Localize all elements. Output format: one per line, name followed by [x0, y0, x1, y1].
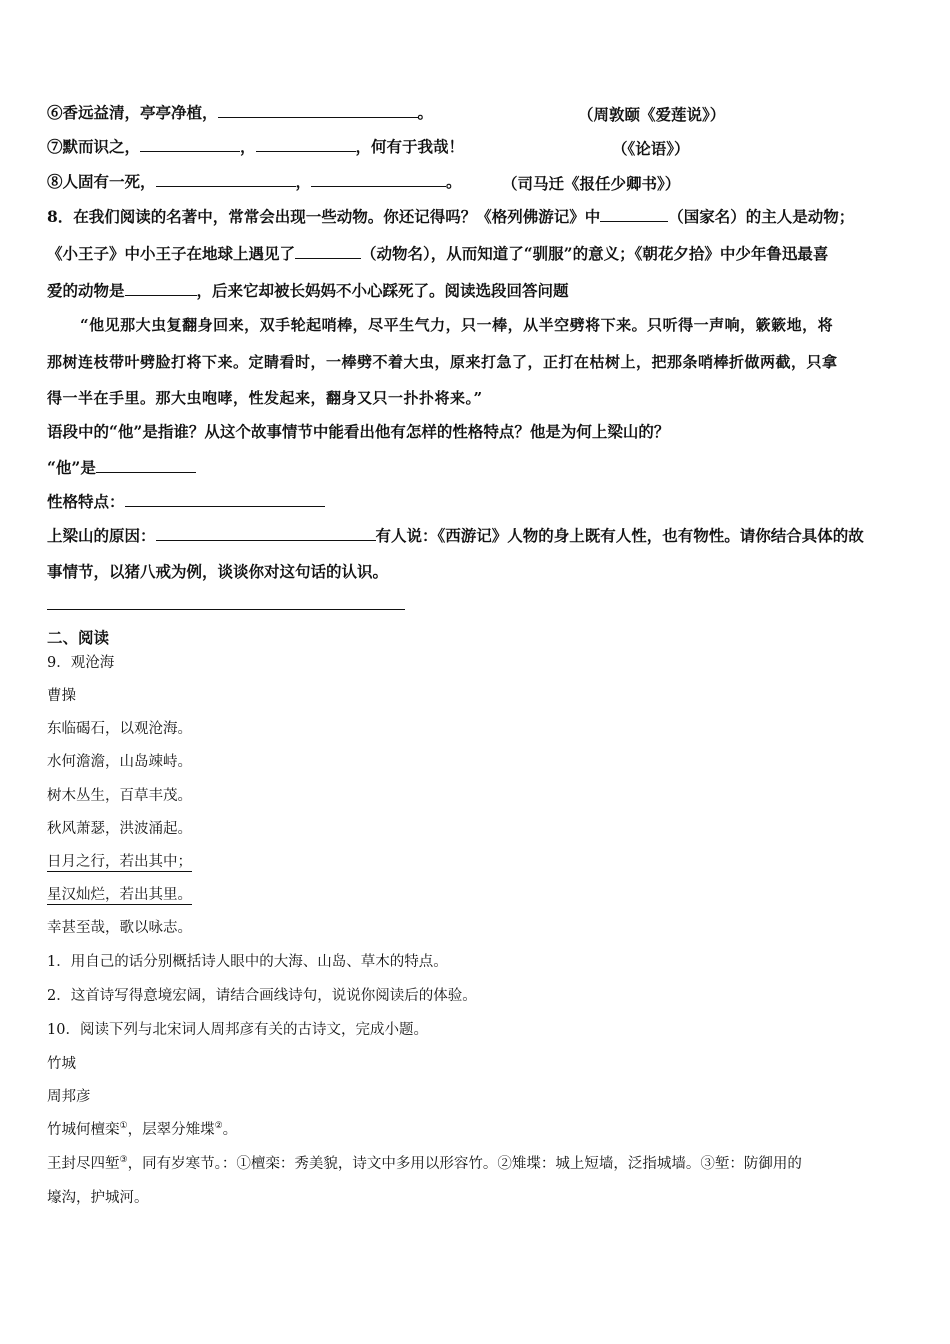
poem-line-underlined: 日月之行，若出其中； [47, 854, 192, 870]
trait-line: 性格特点： [47, 492, 325, 512]
q8-line-1: 8．在我们阅读的名著中，常常会出现一些动物。你还记得吗？《格列佛游记》中 （国家名）的主人是动物； [47, 207, 855, 226]
section-heading: 二、阅读 [47, 628, 110, 647]
q9-author: 曹操 [47, 688, 76, 704]
q10-poem-line-1: 竹城何檀栾①，层翠分雉堞②。 [47, 1121, 238, 1138]
answer-blank[interactable] [218, 103, 418, 118]
poem-line: 东临碣石，以观沧海。 [47, 721, 192, 737]
q8-continuation: 事情节，以猪八戒为例，谈谈你对这句话的认识。 [47, 562, 389, 581]
excerpt-line-3: 得一半在手里。那大虫咆哮，性发起来，翻身又只一扑扑将来。” [47, 389, 483, 407]
poem-line: 秋风萧瑟，洪波涌起。 [47, 821, 192, 837]
q10-notes-continuation: 壕沟，护城河。 [47, 1190, 149, 1206]
source-8: （司马迁《报任少卿书》） [502, 174, 681, 193]
excerpt-line-2: 那树连枝带叶劈脸打将下来。定睛看时，一棒劈不着大虫，原来打急了，正打在枯树上，把那条哨棒折做两截，只拿 [47, 353, 838, 371]
answer-blank[interactable] [256, 137, 356, 152]
q8-question: 语段中的“他”是指谁？从这个故事情节中能看出他有怎样的性格特点？他是为何上梁山的？ [47, 422, 670, 441]
q9-sub2: 2．这首诗写得意境宏阔，请结合画线诗句，说说你阅读后的体验。 [47, 988, 477, 1004]
answer-blank[interactable] [125, 281, 197, 296]
reason-line: 上梁山的原因： 有人说：《西游记》人物的身上既有人性，也有物性。请你结合具体的故 [47, 526, 864, 545]
item-6: ⑥香远益清，亭亭净植， 。 [47, 103, 434, 122]
poem-line-underlined: 星汉灿烂，若出其里。 [47, 887, 192, 903]
excerpt-line-1: “他见那大虫复翻身回来，双手轮起哨棒，尽平生气力，只一棒，从半空劈将下来。只听得一声响，簌簌地，将 [80, 316, 834, 334]
poem-line: 幸甚至哉，歌以咏志。 [47, 920, 192, 936]
answer-line[interactable] [47, 609, 405, 610]
poem-line: 水何澹澹，山岛竦峙。 [47, 754, 192, 770]
q9-sub1: 1．用自己的话分别概括诗人眼中的大海、山岛、草木的特点。 [47, 954, 448, 970]
q10-title: 竹城 [47, 1056, 76, 1072]
source-6: （周敦颐《爱莲说》） [578, 105, 726, 124]
answer-blank[interactable] [156, 526, 376, 541]
item-8: ⑧人固有一死， ， 。 [47, 172, 462, 191]
poem-line: 树木丛生，百草丰茂。 [47, 788, 192, 804]
item-7: ⑦默而识之， ， ，何有于我哉！ [47, 137, 465, 156]
answer-blank[interactable] [311, 172, 446, 187]
answer-blank[interactable] [96, 458, 196, 473]
answer-blank[interactable] [156, 172, 296, 187]
who-line: “他”是 [47, 458, 196, 478]
footnote-marker: ① [119, 1121, 128, 1132]
q8-line-3: 爱的动物是 ，后来它却被长妈妈不小心踩死了。阅读选段回答问题 [47, 281, 569, 300]
footnote-marker: ② [214, 1121, 223, 1132]
footnote-marker: ③ [119, 1155, 128, 1166]
q10-author: 周邦彦 [47, 1089, 91, 1105]
q10-poem-line-2: 王封尽四堑③，同有岁寒节。：①檀栾：秀美貌，诗文中多用以形容竹。②雉堞：城上短墙，泛指城墙。③堑：防御用的 [47, 1155, 802, 1172]
answer-blank[interactable] [125, 492, 325, 507]
answer-blank[interactable] [600, 207, 668, 222]
answer-blank[interactable] [140, 137, 240, 152]
q10-intro: 10．阅读下列与北宋词人周邦彦有关的古诗文，完成小题。 [47, 1022, 428, 1038]
q9-title: 9．观沧海 [47, 655, 115, 671]
q8-line-2: 《小王子》中小王子在地球上遇见了 （动物名），从而知道了“驯服”的意义；《朝花夕拾》中少年鲁迅最喜 [47, 244, 829, 263]
source-7: （《论语》） [612, 139, 690, 158]
answer-blank[interactable] [295, 244, 361, 259]
